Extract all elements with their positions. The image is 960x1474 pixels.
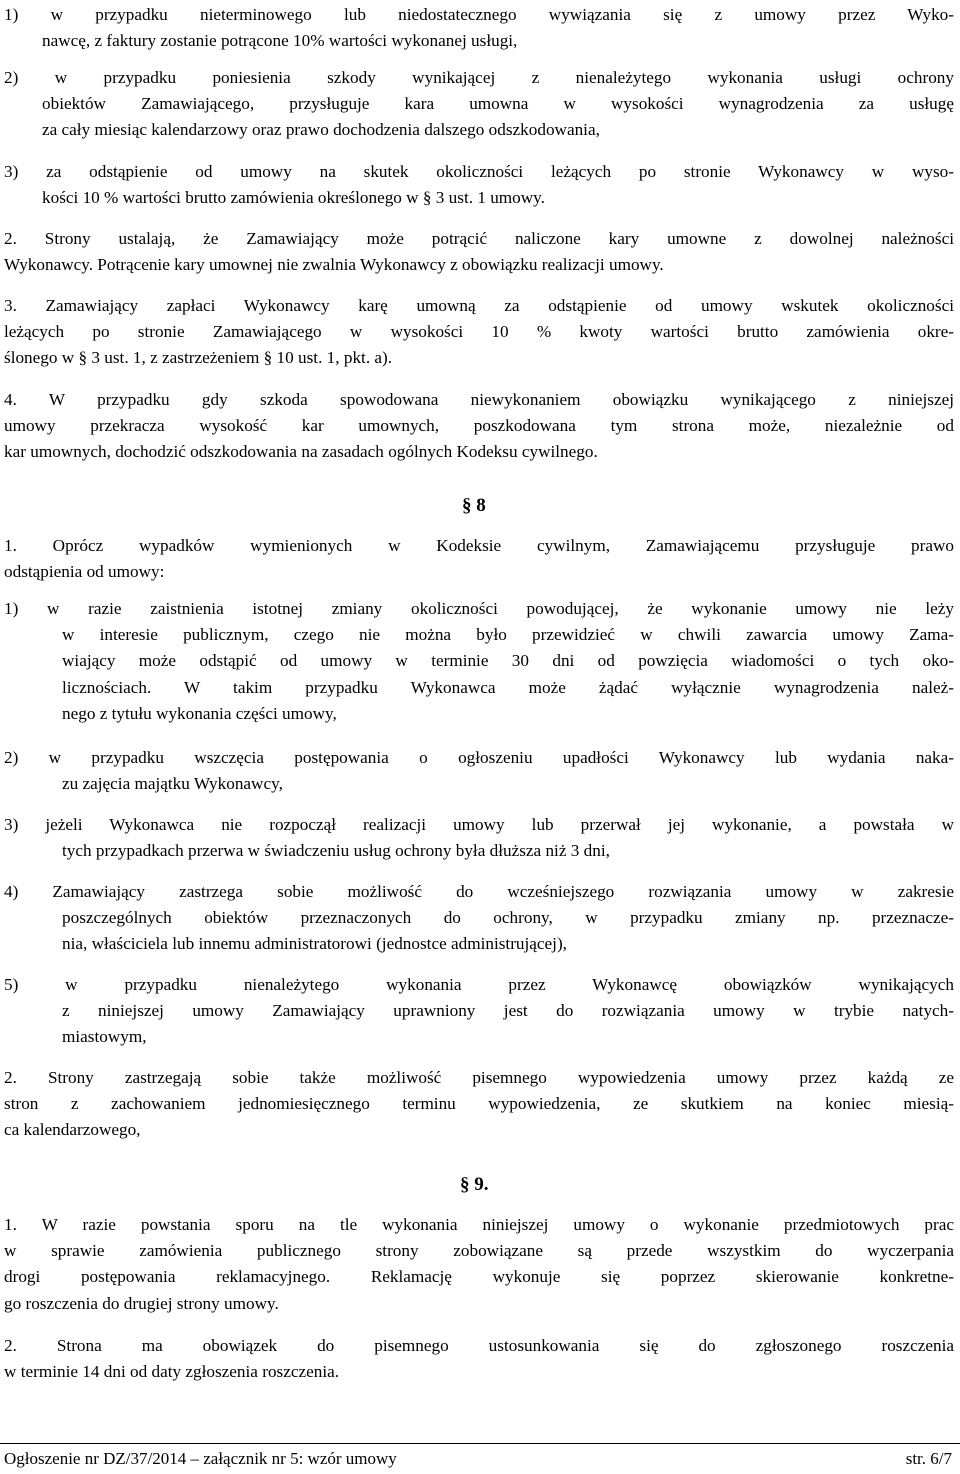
text-line: drogi postępowania reklamacyjnego. Reklamację wykonuje się poprzez skierowanie konkretne-	[4, 1267, 954, 1287]
text-line: nawcę, z faktury zostanie potrącone 10% wartości wykonanej usługi,	[42, 31, 518, 51]
text-line: 3) za odstąpienie od umowy na skutek okoliczności leżących po stronie Wykonawcy w wyso-	[4, 162, 954, 181]
footer-page-number: str. 6/7	[905, 1449, 952, 1468]
text-line: umowy przekracza wysokość kar umownych, poszkodowana tym strona może, niezależnie od	[4, 416, 954, 436]
paragraph-4	[4, 387, 954, 466]
text-line: w sprawie zamówienia publicznego strony zobowiązane są przede wszystkim do wyczerpania	[4, 1241, 954, 1261]
text-line: 3) jeżeli Wykonawca nie rozpoczął realizacji umowy lub przerwał jej wykonanie, a powstała w	[4, 815, 954, 834]
text-line: poszczególnych obiektów przeznaczonych do ochrony, w przypadku zmiany np. przeznacze-	[62, 908, 954, 928]
text-line: w interesie publicznym, czego nie można było przewidzieć w chwili zawarcia umowy Zama-	[62, 625, 954, 645]
section-8-item-3	[4, 812, 954, 864]
section-9-heading: § 9.	[460, 1174, 489, 1195]
text-line: obiektów Zamawiającego, przysługuje kara umowna w wysokości wynagrodzenia za usługę	[42, 94, 954, 114]
text-line: 4) Zamawiający zastrzega sobie możliwość do wcześniejszego rozwiązania umowy w zakresie	[4, 882, 954, 901]
text-line: wiający może odstąpić od umowy w terminie 30 dni od powzięcia wiadomości o tych oko-	[62, 651, 954, 671]
text-line: w terminie 14 dni od daty zgłoszenia roszczenia.	[4, 1362, 340, 1382]
text-line: ślonego w § 3 ust. 1, z zastrzeżeniem § 10 ust. 1, pkt. a).	[4, 348, 393, 368]
text-line: 2. Strona ma obowiązek do pisemnego ustosunkowania się do zgłoszonego roszczenia	[4, 1336, 954, 1355]
paragraph-3	[4, 293, 954, 372]
text-line: kar umownych, dochodzić odszkodowania na zasadach ogólnych Kodeksu cywilnego.	[4, 442, 598, 462]
text-line: 3. Zamawiający zapłaci Wykonawcy karę umowną za odstąpienie od umowy wskutek okoliczności	[4, 296, 954, 315]
text-line: Wykonawcy. Potrącenie kary umownej nie zwalnia Wykonawcy z obowiązku realizacji umowy.	[4, 255, 664, 275]
section-8-item-5	[4, 972, 954, 1051]
section-8-item-2	[4, 745, 954, 797]
text-line: 1) w razie zaistnienia istotnej zmiany okoliczności powodującej, że wykonanie umowy nie leży	[4, 599, 954, 618]
text-line: z niniejszej umowy Zamawiający uprawniony jest do rozwiązania umowy w trybie natych-	[62, 1001, 954, 1021]
penalty-item-3	[4, 159, 954, 211]
penalty-item-1	[4, 2, 954, 54]
section-9-paragraph-1	[4, 1212, 954, 1317]
text-line: leżących po stronie Zamawiającego w wysokości 10 % kwoty wartości brutto zamówienia okre-	[4, 322, 954, 342]
text-line: 1) w przypadku nieterminowego lub niedostatecznego wywiązania się z umowy przez Wyko-	[4, 5, 954, 24]
text-line: nia, właściciela lub innemu administratorowi (jednostce administrującej),	[62, 934, 567, 954]
text-line: 4. W przypadku gdy szkoda spowodowana niewykonaniem obowiązku wynikającego z niniejszej	[4, 390, 954, 409]
text-line: za cały miesiąc kalendarzowy oraz prawo dochodzenia dalszego odszkodowania,	[42, 120, 600, 140]
text-line: nego z tytułu wykonania części umowy,	[62, 703, 337, 723]
section-8-item-1	[4, 596, 954, 727]
section-8-heading: § 8	[462, 495, 486, 516]
footer-divider	[0, 1443, 960, 1444]
text-line: zu zajęcia majątku Wykonawcy,	[62, 774, 283, 794]
text-line: kości 10 % wartości brutto zamówienia określonego w § 3 ust. 1 umowy.	[42, 188, 545, 208]
section-8-item-4	[4, 879, 954, 958]
text-line: licznościach. W takim przypadku Wykonawca może żądać wyłącznie wynagrodzenia należ-	[62, 677, 954, 697]
text-line: 2. Strony ustalają, że Zamawiający może potrącić naliczone kary umowne z dowolnej należności	[4, 229, 954, 248]
text-line: 5) w przypadku nienależytego wykonania przez Wykonawcę obowiązków wynikających	[4, 975, 954, 994]
text-line: stron z zachowaniem jednomiesięcznego terminu wypowiedzenia, ze skutkiem na koniec miesią-	[4, 1094, 954, 1114]
section-8-paragraph-2	[4, 1065, 954, 1144]
text-line: 1. W razie powstania sporu na tle wykonania niniejszej umowy o wykonanie przedmiotowych prac	[4, 1215, 954, 1234]
section-8-paragraph-1	[4, 533, 954, 585]
footer-document-reference: Ogłoszenie nr DZ/37/2014 – załącznik nr 5: wzór umowy	[4, 1449, 397, 1468]
text-line: 2) w przypadku poniesienia szkody wynikającej z nienależytego wykonania usługi ochrony	[4, 68, 954, 87]
text-line: miastowym,	[62, 1027, 147, 1047]
text-line: ca kalendarzowego,	[4, 1120, 141, 1140]
text-line: 2) w przypadku wszczęcia postępowania o ogłoszeniu upadłości Wykonawcy lub wydania naka-	[4, 748, 954, 767]
text-line: tych przypadkach przerwa w świadczeniu usług ochrony była dłuższa niż 3 dni,	[62, 841, 610, 861]
paragraph-2	[4, 226, 954, 278]
penalty-item-2	[4, 65, 954, 144]
text-line: 2. Strony zastrzegają sobie także możliwość pisemnego wypowiedzenia umowy przez każdą ze	[4, 1068, 954, 1087]
text-line: go roszczenia do drugiej strony umowy.	[4, 1293, 279, 1313]
section-9-paragraph-2	[4, 1333, 954, 1385]
text-line: odstąpienia od umowy:	[4, 562, 165, 582]
text-line: 1. Oprócz wypadków wymienionych w Kodeksie cywilnym, Zamawiającemu przysługuje prawo	[4, 536, 954, 555]
